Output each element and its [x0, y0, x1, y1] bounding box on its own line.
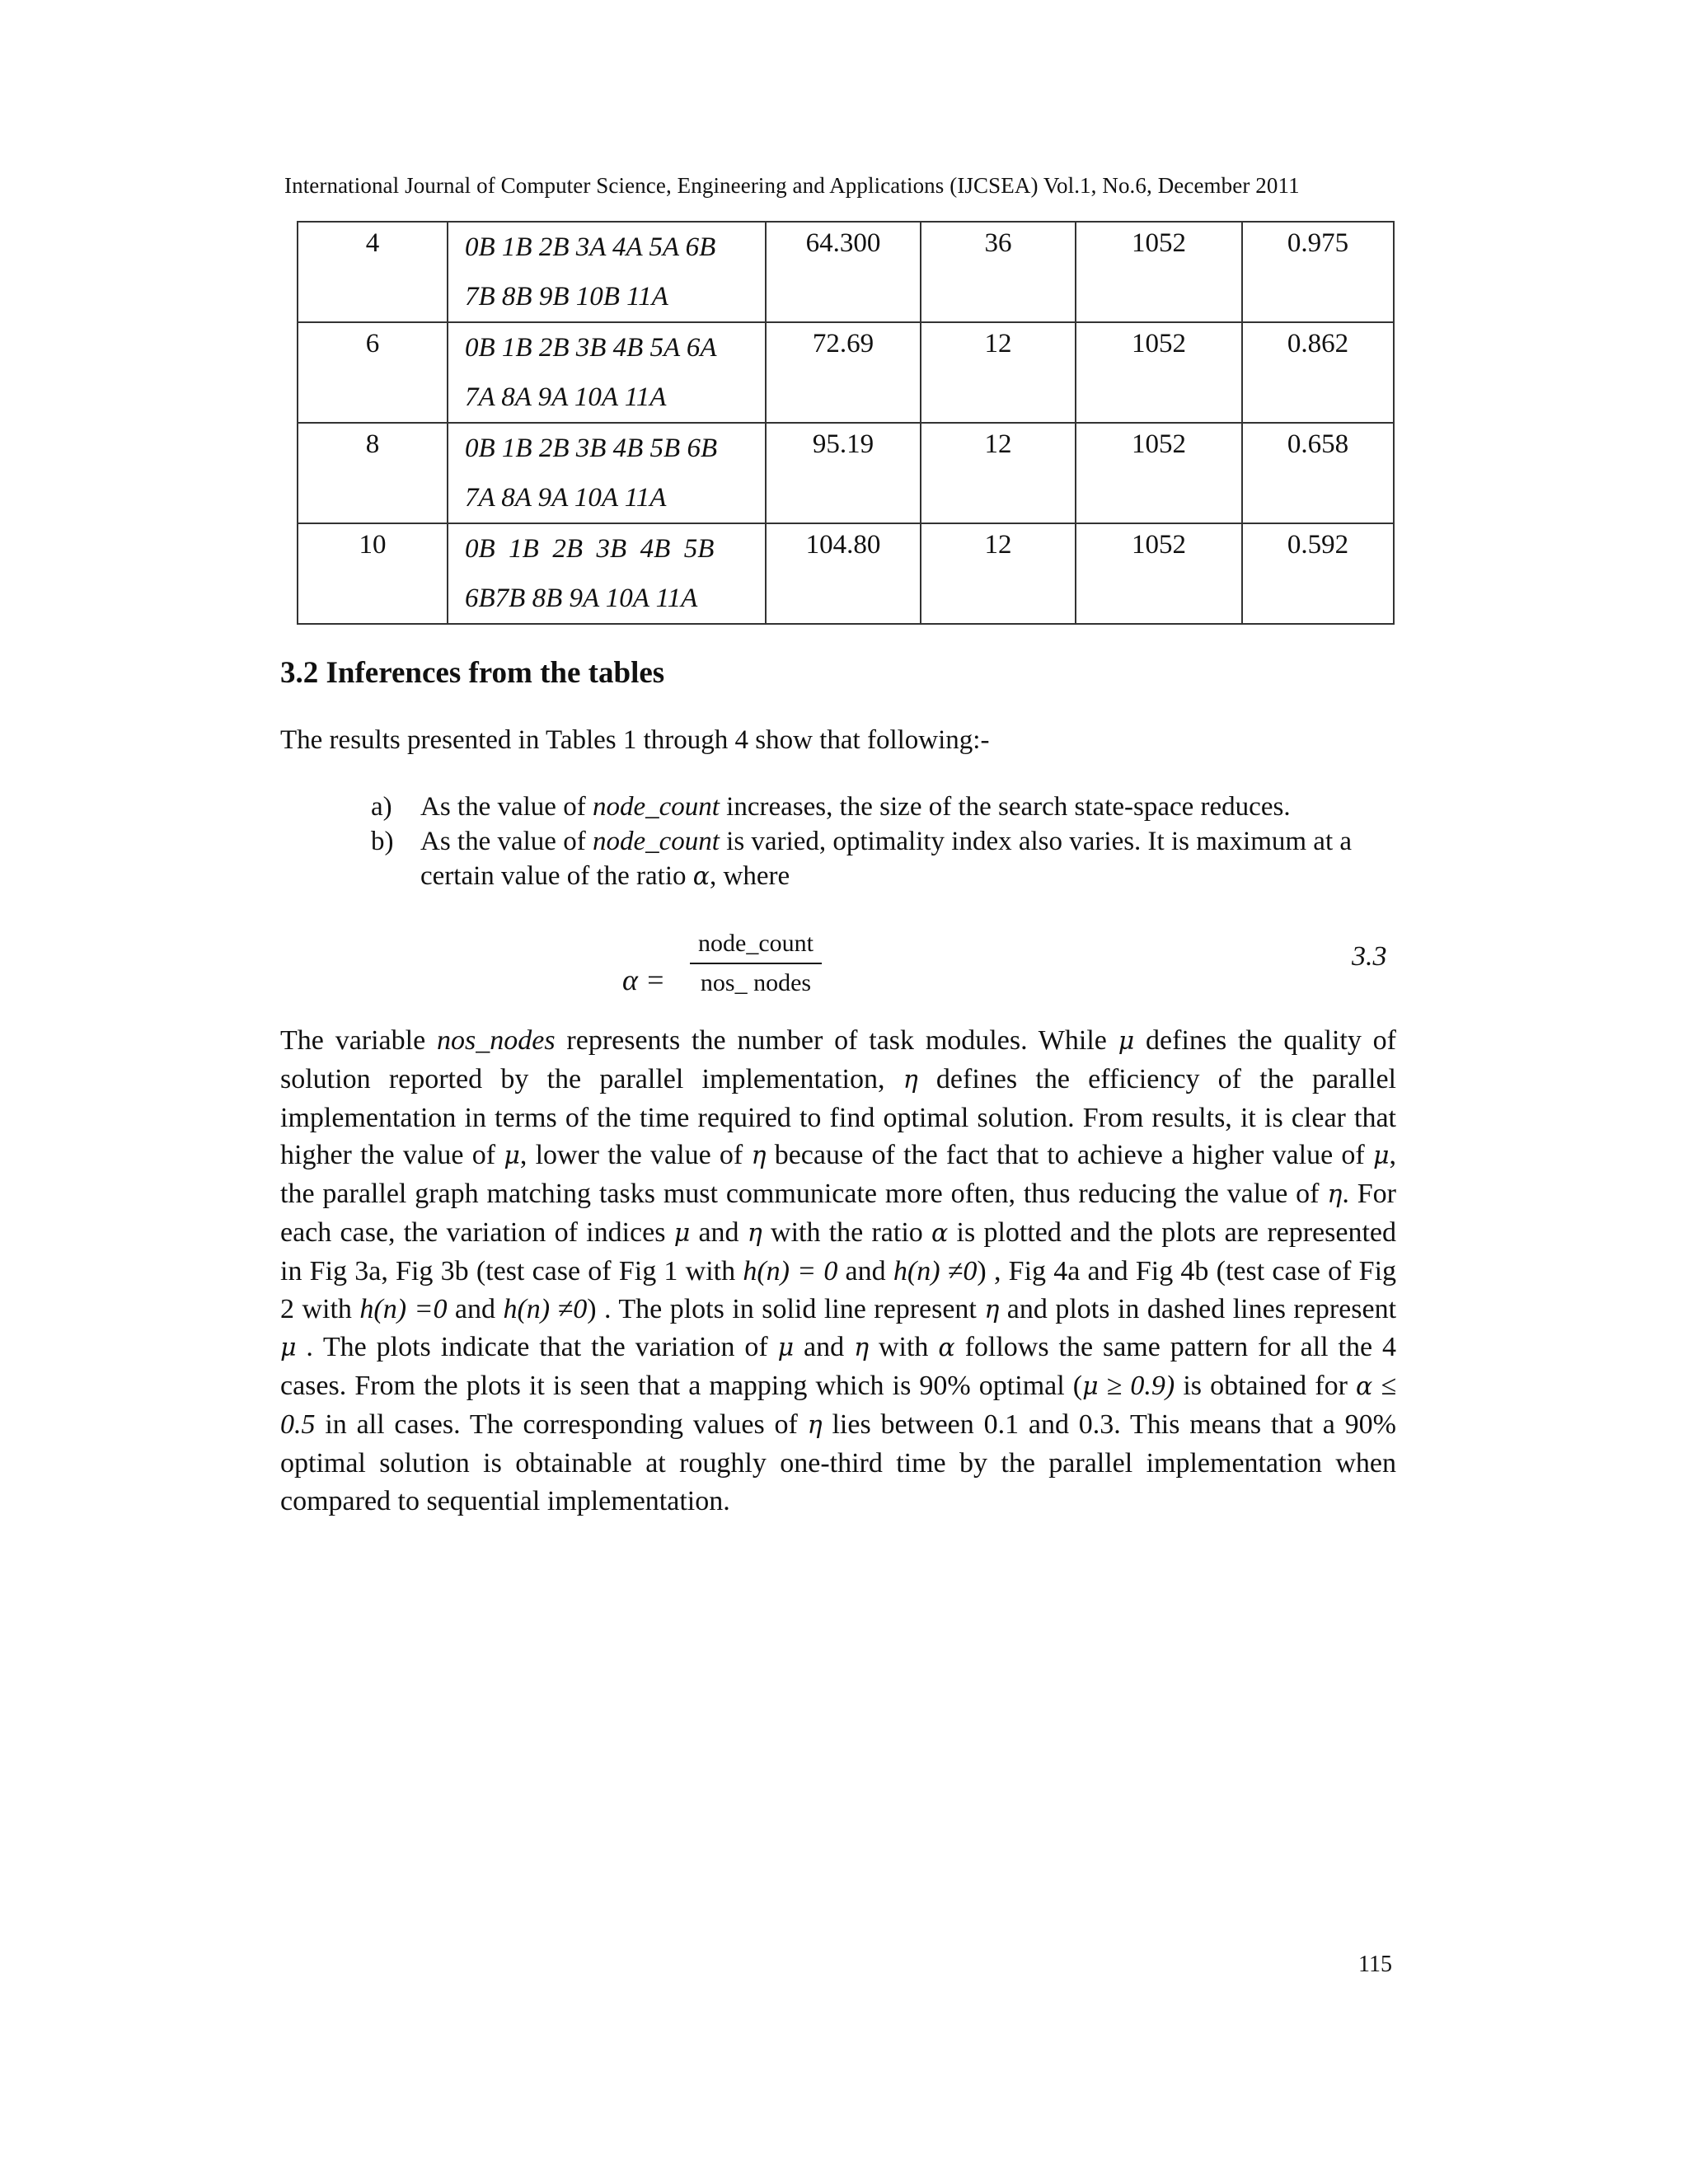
list-text: As the value of [420, 792, 593, 822]
alpha-symbol: α [931, 1218, 949, 1248]
eta-symbol: η [984, 1295, 1000, 1324]
table-row [298, 322, 1394, 423]
table-cell-total: 1052 [1132, 228, 1186, 258]
para-text: The variable [280, 1025, 438, 1056]
list-item [354, 824, 1401, 894]
table-cell-n: 8 [365, 429, 380, 459]
alpha-symbol: α [1355, 1372, 1373, 1402]
eta-symbol: η [747, 1218, 762, 1248]
intro-sentence: The results presented in Tables 1 through 4 show that following:- [280, 725, 990, 755]
table-cell-modules-line1: 0B 1B 2B 3B 4B 5B 6B [465, 434, 718, 463]
table-cell-n: 10 [359, 530, 387, 560]
table-cell-modules-line2: 6B7B 8B 9A 10A 11A [465, 583, 698, 613]
list-text: , where [710, 861, 790, 891]
para-term: ≤ 0.5 [280, 1371, 1397, 1440]
para-term: ≥ 0.9) [1098, 1371, 1175, 1402]
inference-list [354, 790, 1401, 894]
para-text: in all cases. The corresponding values of [315, 1408, 808, 1440]
table-cell-time: 64.300 [805, 228, 881, 258]
list-text: is varied, optimality index also varies. It is maximum at a certain value of the ratio [420, 827, 1353, 891]
mu-symbol: μ [673, 1218, 691, 1248]
table-cell-time: 95.19 [812, 429, 874, 459]
para-text: is obtained for [1175, 1371, 1356, 1402]
table-cell-index: 0.658 [1287, 429, 1349, 459]
para-text: is plotted and the plots are represented in Fig 3a, Fig 3b (test case of Fig 1 with [280, 1216, 1397, 1286]
list-term: node_count [592, 792, 720, 822]
table-cell-modules-line1: 0B 1B 2B 3B 4B 5B [465, 534, 715, 564]
mu-symbol: μ [280, 1333, 297, 1363]
para-term: h(n) =0 [359, 1293, 448, 1324]
table-cell-modules-line2: 7B 8B 9B 10B 11A [465, 282, 668, 312]
table-row [298, 423, 1394, 523]
table-cell-index: 0.862 [1287, 329, 1349, 359]
list-item [354, 790, 1401, 824]
para-text: and [837, 1255, 893, 1286]
table-cell-modules-line2: 7A 8A 9A 10A 11A [465, 382, 667, 412]
journal-header: International Journal of Computer Science, Engineering and Applications (IJCSEA) Vol.1, No.6, December 2011 [284, 173, 1300, 198]
para-text: follows the same pattern for all the 4 cases. From the plots it is seen that a mapping which is 90% optimal ( [280, 1332, 1397, 1402]
para-text: defines the quality of solution reported by the parallel implementation, [280, 1025, 1396, 1094]
table-cell-total: 1052 [1132, 429, 1186, 459]
table-row [298, 523, 1394, 624]
equation-denominator: nos_ nodes [700, 969, 812, 996]
para-text: and [447, 1293, 504, 1324]
list-item-label: a) [371, 792, 392, 822]
list-text: increases, the size of the search state-space reduces. [719, 792, 1291, 822]
para-text: with [869, 1332, 939, 1363]
section-heading [280, 655, 664, 691]
eta-symbol: η [807, 1410, 823, 1440]
table-cell-n: 6 [365, 329, 380, 359]
table-cell-modules-line2: 7A 8A 9A 10A 11A [465, 483, 667, 513]
body-paragraph [280, 1022, 1396, 1520]
para-term: h(n) ≠0 [503, 1293, 588, 1324]
list-item-label: b) [371, 827, 394, 856]
table-cell-total: 1052 [1132, 530, 1186, 560]
para-term: h(n) = 0 [743, 1255, 838, 1286]
section-number: 3.2 [280, 656, 319, 690]
para-text: because of the fact that to achieve a higher value of [766, 1140, 1373, 1171]
para-text: with the ratio [762, 1216, 932, 1248]
table-cell-modules-line1: 0B 1B 2B 3A 4A 5A 6B [465, 232, 716, 262]
equation-number: 3.3 [1352, 941, 1387, 972]
table-cell-n: 4 [365, 228, 380, 258]
results-table [297, 221, 1395, 625]
table-cell-modules-line1: 0B 1B 2B 3B 4B 5A 6A [465, 333, 717, 363]
alpha-symbol: α [692, 862, 710, 891]
list-text: As the value of [420, 827, 593, 856]
table-cell-time: 104.80 [805, 530, 881, 560]
mu-symbol: μ [777, 1333, 795, 1363]
eta-symbol: η [903, 1065, 918, 1094]
mu-symbol: μ [504, 1141, 520, 1171]
table-cell-time: 72.69 [812, 329, 874, 359]
eta-symbol: η [1327, 1180, 1343, 1210]
table-cell-index: 0.592 [1287, 530, 1349, 560]
section-title: Inferences from the tables [326, 656, 665, 690]
eta-symbol: η [751, 1141, 767, 1171]
para-text: , the parallel graph matching tasks must communicate more often, thus reducing the value of [280, 1140, 1396, 1210]
equation-fraction [690, 930, 822, 997]
para-term: h(n) ≠0 [893, 1255, 978, 1286]
mu-symbol: μ [1082, 1372, 1099, 1402]
mu-symbol: μ [1118, 1027, 1135, 1056]
para-text: lies between 0.1 and 0.3. This means that a 90% optimal solution is obtainable at roughly one-third time by the parallel implementation when compared to sequential implementation. [280, 1408, 1396, 1516]
table-cell-states: 36 [984, 228, 1012, 258]
mu-symbol: μ [1373, 1141, 1390, 1171]
para-term: nos_nodes [437, 1025, 556, 1056]
equation-lhs: α = [622, 963, 666, 996]
para-text: represents the number of task modules. While [555, 1025, 1118, 1056]
para-text: ) . The plots in solid line represent [587, 1293, 985, 1324]
para-text: and [794, 1332, 855, 1363]
para-text: ) , Fig 4a and Fig 4b (test case of Fig 2 with [280, 1255, 1397, 1324]
equation-numerator: node_count [690, 930, 822, 964]
para-text: and plots in dashed lines represent [999, 1293, 1397, 1324]
para-text: , lower the value of [519, 1140, 752, 1171]
para-text: . For each case, the variation of indices [280, 1179, 1397, 1248]
para-text: defines the efficiency of the parallel implementation in terms of the time required to find optimal solution. From results, it is clear that higher the value of [280, 1063, 1396, 1171]
page-number: 115 [1358, 1952, 1392, 1977]
eta-symbol: η [854, 1333, 870, 1363]
table-cell-total: 1052 [1132, 329, 1186, 359]
table-cell-index: 0.975 [1287, 228, 1349, 258]
table-row [298, 222, 1394, 322]
para-text: . The plots indicate that the variation of [296, 1332, 778, 1363]
para-text: and [690, 1216, 748, 1248]
table-cell-states: 12 [984, 429, 1012, 459]
table-cell-states: 12 [984, 530, 1012, 560]
table-cell-states: 12 [984, 329, 1012, 359]
alpha-symbol: α [938, 1333, 955, 1363]
list-term: node_count [592, 827, 720, 856]
